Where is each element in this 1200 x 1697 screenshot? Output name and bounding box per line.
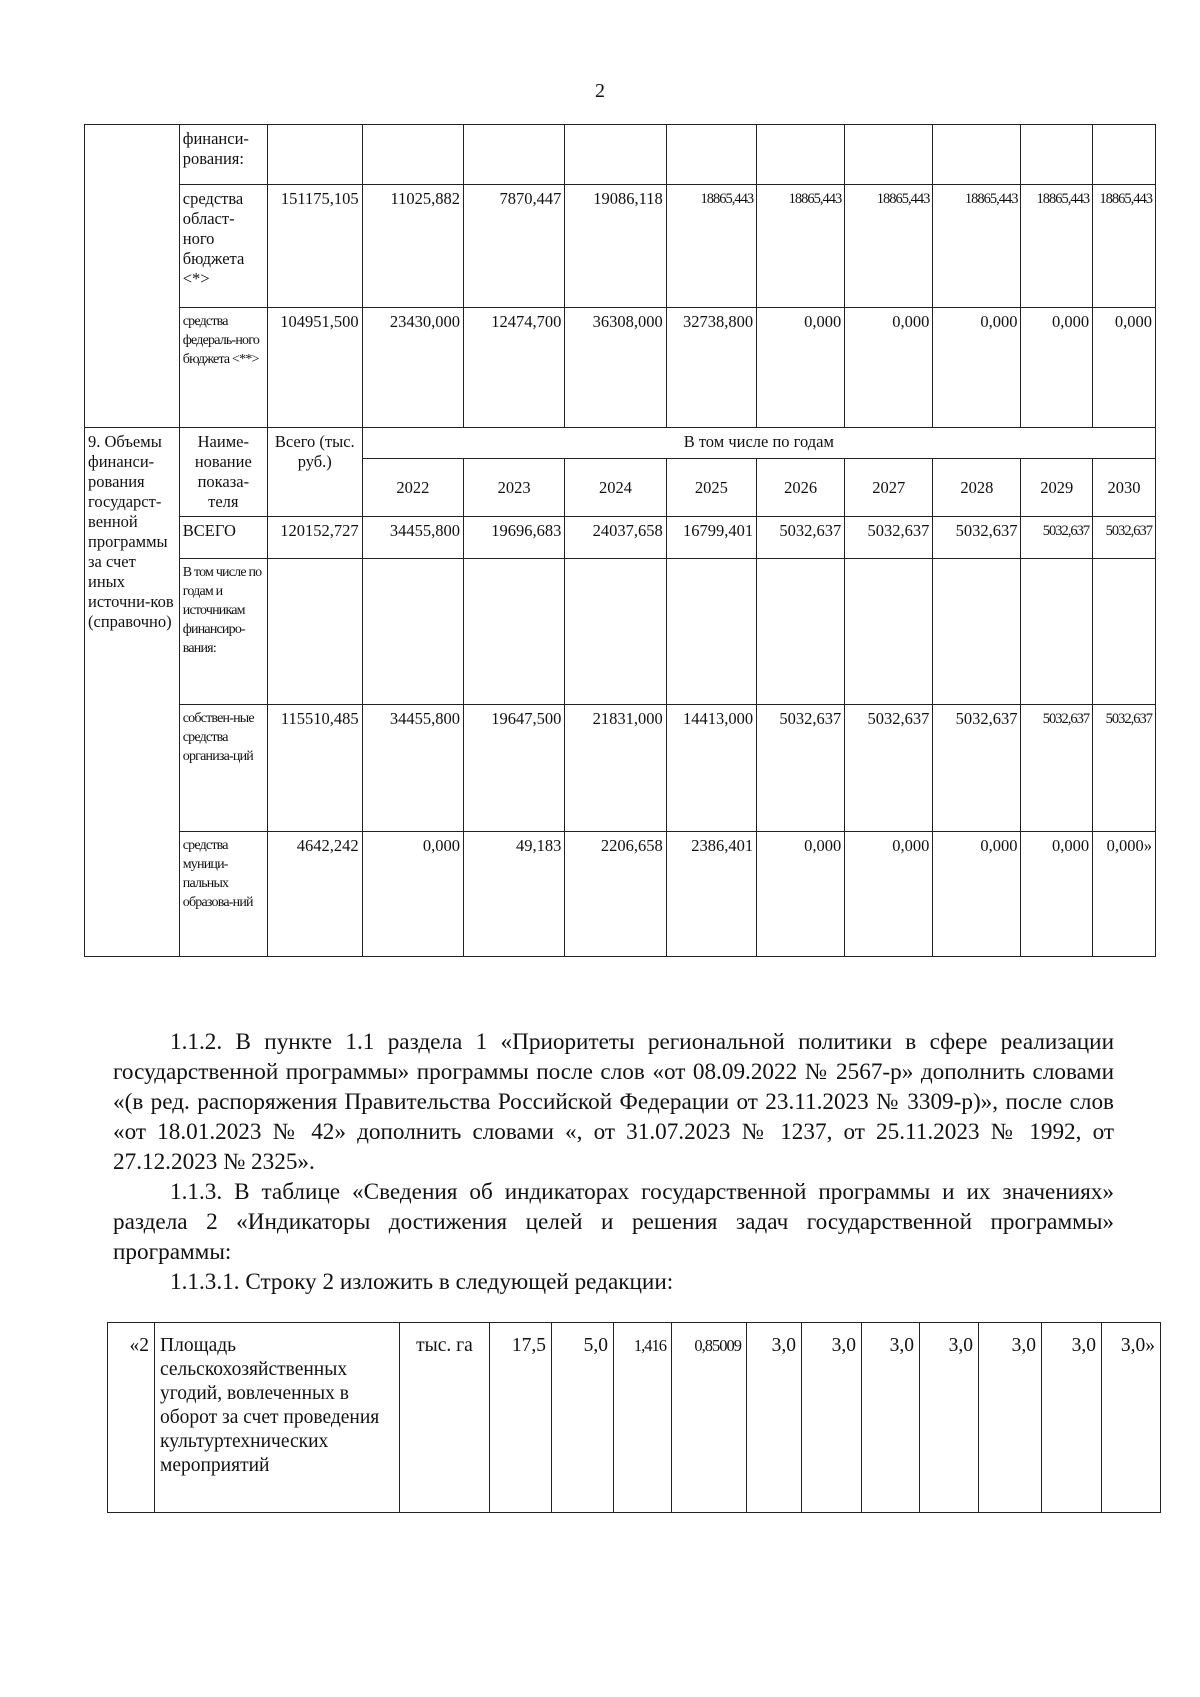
table-cell: 0,000» — [1093, 832, 1156, 957]
table-cell — [565, 559, 666, 705]
header-total: Всего (тыс. руб.) — [267, 428, 362, 517]
table-cell — [464, 125, 565, 185]
table-cell: 3,0 — [802, 1323, 862, 1513]
table-cell: 0,000 — [933, 308, 1021, 428]
table-cell: 5032,637 — [1093, 705, 1156, 832]
table-cell: 18865,443 — [1093, 185, 1156, 308]
table-cell: 34455,800 — [362, 705, 463, 832]
table-cell — [464, 559, 565, 705]
table-cell — [267, 559, 362, 705]
table-cell — [933, 125, 1021, 185]
table-cell — [933, 559, 1021, 705]
table-cell: 3,0 — [979, 1323, 1042, 1513]
table-cell: 4642,242 — [267, 832, 362, 957]
paragraph-1-1-3: 1.1.3. В таблице «Сведения об индикаторах государственной программы и их значениях» раздела 2 «Индикаторы достижения целей и решения задач государственной программы» программы: — [113, 1179, 1114, 1265]
table-cell: 17,5 — [490, 1323, 552, 1513]
table-row — [85, 185, 1156, 308]
table-cell: 23430,000 — [362, 308, 463, 428]
table-cell: 3,0 — [1042, 1323, 1102, 1513]
section-label: 9. Объемы финанси-рования государст-венной программы за счет иных источни-ков (справочно) — [85, 428, 180, 957]
table-cell: 0,000 — [1021, 832, 1093, 957]
table-cell: 7870,447 — [464, 185, 565, 308]
table-cell: 0,000 — [757, 832, 845, 957]
empty-section-cell — [85, 125, 180, 428]
table-cell: 2386,401 — [666, 832, 756, 957]
table-cell — [565, 125, 666, 185]
table-cell: 18865,443 — [1021, 185, 1093, 308]
year-header: 2023 — [464, 459, 565, 517]
table-cell: 32738,800 — [666, 308, 756, 428]
table-row — [85, 428, 1156, 459]
table-cell: 36308,000 — [565, 308, 666, 428]
table-cell: 3,0 — [862, 1323, 920, 1513]
row-label: средства федераль-ного бюджета <**> — [179, 308, 267, 428]
table-cell: 5032,637 — [933, 705, 1021, 832]
table-cell: 0,000 — [1021, 308, 1093, 428]
table-cell: 5,0 — [552, 1323, 614, 1513]
year-header: 2028 — [933, 459, 1021, 517]
table-cell: 18865,443 — [666, 185, 756, 308]
table-cell — [267, 125, 362, 185]
year-header: 2026 — [757, 459, 845, 517]
table-cell: 0,000 — [757, 308, 845, 428]
table-cell: 104951,500 — [267, 308, 362, 428]
table-row — [85, 125, 1156, 185]
header-name: Наиме-нование показа-теля — [179, 428, 267, 517]
table-cell: 5032,637 — [845, 517, 933, 559]
row-label: средства муници-пальных образова-ний — [179, 832, 267, 957]
table-cell: 5032,637 — [757, 705, 845, 832]
table-cell — [362, 125, 463, 185]
header-years-title: В том числе по годам — [362, 428, 1155, 459]
table-cell: 19647,500 — [464, 705, 565, 832]
financing-table — [84, 124, 1156, 957]
table-row — [85, 559, 1156, 705]
table-cell: 18865,443 — [757, 185, 845, 308]
row-label: В том числе по годам и источникам финансиро-вания: — [179, 559, 267, 705]
table-cell: 0,000 — [1093, 308, 1156, 428]
table-cell: 0,000 — [845, 832, 933, 957]
table-cell — [1021, 125, 1093, 185]
table-cell: 24037,658 — [565, 517, 666, 559]
table-cell: 0,85009 — [672, 1323, 747, 1513]
table-cell: 2206,658 — [565, 832, 666, 957]
table-row — [108, 1323, 1161, 1513]
table-cell: 3,0» — [1102, 1323, 1161, 1513]
year-header: 2025 — [666, 459, 756, 517]
table-cell: 120152,727 — [267, 517, 362, 559]
table-cell: 18865,443 — [933, 185, 1021, 308]
page-number: 2 — [595, 80, 605, 102]
table-cell: 115510,485 — [267, 705, 362, 832]
row-label: собствен-ные средства организа-ций — [179, 705, 267, 832]
table-cell — [1093, 559, 1156, 705]
table-cell: 34455,800 — [362, 517, 463, 559]
year-header: 2027 — [845, 459, 933, 517]
table-cell: 0,000 — [933, 832, 1021, 957]
table-row — [85, 517, 1156, 559]
table-cell — [845, 125, 933, 185]
table-cell: 5032,637 — [1021, 517, 1093, 559]
unit-cell: тыс. га — [400, 1323, 490, 1513]
table-cell — [845, 559, 933, 705]
indicator-table — [107, 1322, 1161, 1513]
table-cell: 21831,000 — [565, 705, 666, 832]
table-cell: 3,0 — [747, 1323, 802, 1513]
table-row — [85, 832, 1156, 957]
table-cell: 151175,105 — [267, 185, 362, 308]
table-cell: 11025,882 — [362, 185, 463, 308]
table-cell — [757, 559, 845, 705]
table-cell: 5032,637 — [933, 517, 1021, 559]
indicator-name: Площадь сельскохозяйственных угодий, вовлеченных в оборот за счет проведения культуртехнических мероприятий — [155, 1323, 400, 1513]
year-header: 2030 — [1093, 459, 1156, 517]
body-text — [113, 1027, 1114, 1297]
year-header: 2024 — [565, 459, 666, 517]
table-cell — [666, 125, 756, 185]
table-cell: 5032,637 — [845, 705, 933, 832]
table-cell — [666, 559, 756, 705]
table-cell — [1021, 559, 1093, 705]
row-label: ВСЕГО — [179, 517, 267, 559]
table-cell: 49,183 — [464, 832, 565, 957]
table-cell: 5032,637 — [757, 517, 845, 559]
table-cell — [362, 559, 463, 705]
row-label: средства област-ного бюджета <*> — [179, 185, 267, 308]
paragraph-1-1-3-1: 1.1.3.1. Строку 2 изложить в следующей редакции: — [170, 1269, 674, 1295]
year-header: 2029 — [1021, 459, 1093, 517]
table-cell: 19696,683 — [464, 517, 565, 559]
table-cell: 16799,401 — [666, 517, 756, 559]
table-cell: 5032,637 — [1021, 705, 1093, 832]
paragraph-1-1-2: 1.1.2. В пункте 1.1 раздела 1 «Приоритеты региональной политики в сфере реализации государственной программы» программы после слов «от 08.09.2022 № 2567-р» дополнить словами «(в ред. распоряжения Правительства Российской Федерации от 23.11.2023 № 3309-р)», после слов «от 18.01.2023 № 42» дополнить словами «, от 31.07.2023 № 1237, от 25.11.2023 № 1992, от 27.12.2023 № 2325». — [113, 1029, 1114, 1175]
table-cell: 12474,700 — [464, 308, 565, 428]
table-cell: 14413,000 — [666, 705, 756, 832]
table-cell: 1,416 — [614, 1323, 672, 1513]
table-cell: 19086,118 — [565, 185, 666, 308]
table-row — [85, 705, 1156, 832]
table-cell: 5032,637 — [1093, 517, 1156, 559]
table-cell: 0,000 — [362, 832, 463, 957]
table-cell: 3,0 — [920, 1323, 979, 1513]
table-cell — [1093, 125, 1156, 185]
row-number: «2 — [108, 1323, 155, 1513]
table-cell — [757, 125, 845, 185]
row-label: финанси-рования: — [179, 125, 267, 185]
table-cell: 18865,443 — [845, 185, 933, 308]
table-cell: 0,000 — [845, 308, 933, 428]
year-header: 2022 — [362, 459, 463, 517]
table-row — [85, 308, 1156, 428]
